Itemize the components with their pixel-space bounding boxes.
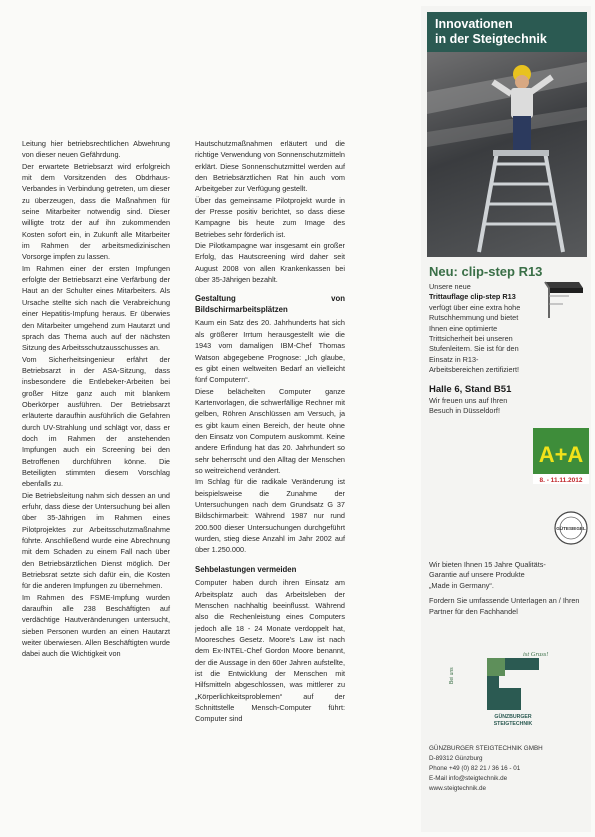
fair-logo-text: A+A — [538, 442, 584, 467]
ad-headline-line-1: Innovationen — [435, 17, 513, 31]
article-paragraph: Leitung hier betriebsrechtlichen Abwehrung von dieser neuen Gefährdung. — [22, 139, 170, 160]
article-paragraph: Die Betriebsleitung nahm sich dessen an und erfuhr, dass diese der Untersuchung bei allen über 35-Jährigen im Rahmen eines Pilotprojektes zur Arbeitsschutzmaßnahme führte. Anschließend wurde eine Abrechnung mit dem Schaden zu einem Fall nach über den Betriebsärztlichen Dienst möglich. Der Betriebsrat setzte sich dafür ein, die Kosten für die anderen Impfungen zu übernehmen. — [22, 490, 170, 591]
article-paragraph: Diese belächelten Computer ganze Kartenvorlagen, die schwerfällige Rechner mit gelben, Röhren Anschlüssen am Versuch, ja es gibt kaum einen Bereich, der heute ohne den Einsatz von Computern auskommt. Keine andere Erfindung hat das 20. Jahrhundert so sehr beherrscht und den Alltag der Menschen so weitreichend verändert. — [195, 386, 345, 475]
logo-vertical-text: Bei uns — [449, 667, 455, 684]
logo-brand-line-2: STEIGTECHNIK — [493, 721, 533, 727]
product-name: Trittauflage clip-step R13 — [429, 292, 516, 302]
ad-body-2 — [429, 560, 587, 622]
visit-invitation: Wir freuen uns auf Ihren Besuch in Düsseldorf! — [429, 395, 508, 416]
article-paragraph: Über das gemeinsame Pilotprojekt wurde in der Presse positiv berichtet, so dass diese Kampagne bis heute zum Image des Betriebes sehr förderlich ist. — [195, 195, 345, 239]
quality-seal — [553, 510, 589, 546]
clip-step-icon — [539, 274, 587, 326]
ad-contact-footer — [429, 744, 587, 794]
step-product-image — [539, 274, 587, 326]
brand-logo — [449, 648, 561, 728]
company-website[interactable]: www.steigtechnik.de — [429, 785, 487, 792]
ad-headline-line-2: in der Steigtechnik — [435, 32, 547, 46]
article-paragraph: Die Pilotkampagne war insgesamt ein großer Erfolg, das Hautscreening wird daher seit August 2008 von allen Krankenkassen bei über 35-Jährigen bezahlt. — [195, 241, 345, 285]
article-paragraph: Computer haben durch ihren Einsatz am Arbeitsplatz auch das Arbeitsleben der Menschen nachhaltig beeinflusst. Während also die Rechenleistung eines Computers jedoch alle 18 - 24 Monate verdoppelt hat, Mooresches Gesetz. Moore's Law ist nach dem Ex-INTEL-Chef Gordon Moore benannt, der die Aussage in den 60er Jahren aufstellte, ist die Entwicklung der Menschen mit Hilfsmitteln abgeschlossen, was mittlerer zu „Körperlichkeitsproblemen“ auf der Schnittstelle Mensch-Computer führt: Computer sind — [195, 578, 345, 724]
booth-info: Halle 6, Stand B51 — [429, 383, 512, 395]
seal-label: GÜTESIEGEL — [556, 526, 586, 531]
article-paragraph: Im Rahmen des FSME-Impfung wurden daraufhin alle 238 Beschäftigten auf verdächtige Hautveränderungen untersucht, sieben Personen wurden an einen Hautarzt weiter überwiesen. Allen Beschäftigten wurde dabei auch die Wichtigkeit von — [22, 592, 170, 659]
company-phone: Phone +49 (0) 82 21 / 36 16 - 01 — [429, 765, 521, 772]
quality-guarantee: Wir bieten Ihnen 15 Jahre Qualitäts-Garantie auf unsere Produkte „Made in Germany“. — [429, 560, 546, 590]
ad-intro: Unsere neue — [429, 282, 471, 291]
product-description: verfügt über eine extra hohe Rutschhemmung und bietet Ihnen eine optimierte Trittsicherheit bei unseren Stufenleitern. Sie ist für den Einsatz in R13-Arbeitsbereichen zertifiziert! — [429, 302, 521, 375]
ad-headline — [427, 12, 587, 52]
guenzburger-logo-icon — [449, 648, 561, 728]
company-address: D-89312 Günzburg — [429, 755, 483, 762]
article-column-2 — [195, 138, 345, 725]
fair-logo — [533, 428, 589, 484]
fair-logo-icon — [533, 428, 589, 484]
quality-seal-icon — [553, 510, 589, 546]
fair-dates: 8. - 11.11.2012 — [539, 477, 583, 484]
article-paragraph: Im Rahmen einer der ersten Impfungen erfolgte der Betriebsarzt eine Verfärbung der Haut an der Schulter eines Mitarbeiters. Als Ursache stellte sich nach die Verabreichung einer Hepatitis-Impfung heraus. Er überwies den Mitarbeiter umgehend zum Hautarzt und sprach das Thema auch auf der nächsten Sitzung des Arbeitsschutzausschusses an. — [22, 263, 170, 353]
ad-subheadline: Neu: clip-step R13 — [429, 264, 543, 279]
logo-script-text: ist Gruss! — [523, 651, 549, 658]
company-email[interactable]: E-Mail info@steigtechnik.de — [429, 775, 508, 782]
company-name: GÜNZBURGER STEIGTECHNIK GMBH — [429, 745, 543, 752]
advertisement — [421, 6, 591, 832]
article-paragraph: Hautschutzmaßnahmen erläutert und die richtige Verwendung von Sonnenschutzmitteln erklärt. Diese Sonnenschutzmittel werden auf den Betriebsärztlichen Rat hin auch vom Arbeitgeber zur Verfügung gestellt. — [195, 139, 345, 194]
article-paragraph: Der erwartete Betriebsarzt wird erfolgreich mit dem Vorsitzenden des Obdrhaus-Verbandes in Verbindung getreten, um dieser zu überzeugen, dass die Maßnahmen für seine Mitarbeiter notwendig sind. Dieser willigte trotz der auf ihn zukommenden Kosten sofort ein, in Zukunft alle Mitarbeiter im Rahmen der arbeitsmedizinischen Vorsorge impfen zu lassen. — [22, 161, 170, 262]
article-paragraph: Kaum ein Satz des 20. Jahrhunderts hat sich als größerer Irrtum herausgestellt wie die 1943 vom damaligen IBM-Chef Thomas Watson abgegebene Prognose: „Ich glaube, es gibt einen weltweiten Bedarf an vielleicht fünf Computern“. — [195, 318, 345, 385]
ad-photo — [427, 52, 587, 257]
article-column-1 — [22, 138, 170, 660]
article-paragraph: Vom Sicherheitsingenieur erfährt der Betriebsarzt in der ASA-Sitzung, dass insbesondere die Entlebeker-Arbeiten bei großer Hitze ganz auch mit blankem Oberkörper ausführen. Der Betriebsarzt erläuterte daraufhin ausführlich die Gefahren durch UV-Strahlung und schlägt vor, dass er doch im Rahmen der anstehenden Impfungen auch ein Screening bei den Betroffenen durchführen könne. Die Beteiligten stimmten diesem Vorschlag ebenfalls zu. — [22, 354, 170, 489]
worker-on-ladder-photo — [427, 52, 587, 257]
contact-call-to-action: Fordern Sie umfassende Unterlagen an / Ihren Partner für den Fachhandel — [429, 596, 580, 616]
logo-brand-line-1: GÜNZBURGER — [494, 714, 532, 720]
article-paragraph: Im Schlag für die radikale Veränderung ist beispielsweise die Zunahme der Untersuchungen nach dem Grundsatz G 37 Bildschirmarbeit: Während 1987 nur rund 200.500 dieser Untersuchungen durchgeführt wurden, stieg diese Anzahl im Jahr 2002 auf über 1.250.000. — [195, 477, 345, 555]
section-heading: Gestaltung von Bildschirmarbeitsplätzen — [195, 294, 345, 314]
section-subheading: Sehbelastungen vermeiden — [195, 564, 297, 574]
ad-body — [429, 282, 525, 420]
